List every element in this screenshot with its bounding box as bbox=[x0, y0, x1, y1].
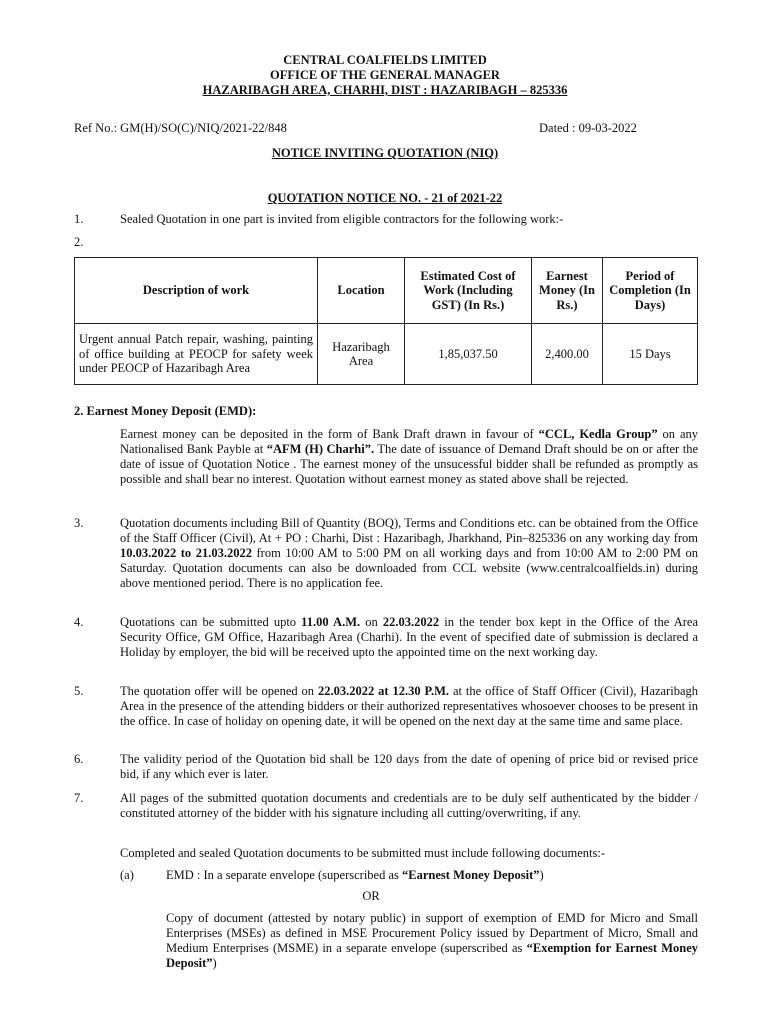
item-7-text: All pages of the submitted quotation documents and credentials are to be duly self authenticated by the bidder / constituted attorney of the bidder with his signature including all cutting/overwriting, if any. bbox=[120, 791, 698, 820]
col-header-estimated-cost: Estimated Cost of Work (Including GST) (In Rs.) bbox=[405, 258, 532, 324]
item-3-text bbox=[120, 516, 698, 591]
item-3-dates: 10.03.2022 to 21.03.2022 bbox=[120, 546, 252, 560]
item-4-date: 22.03.2022 bbox=[382, 615, 440, 629]
exemption-text bbox=[166, 911, 698, 971]
emd-heading: 2. Earnest Money Deposit (EMD): bbox=[74, 404, 257, 418]
ref-number: Ref No.: GM(H)/SO(C)/NIQ/2021-22/848 bbox=[74, 121, 287, 135]
item-1-number: 1. bbox=[74, 212, 84, 226]
ref-date: Dated : 09-03-2022 bbox=[539, 121, 637, 135]
item-2-number: 2. bbox=[74, 235, 84, 249]
work-table bbox=[74, 257, 698, 385]
item-4-text-e: in the tender box kept in the Office of the Area Security Office, GM Office, Hazaribagh Area (Charhi). In the event of specified date of submission is declared a Holiday by employer, the bid will be received upto the appointed time on the next working day. bbox=[120, 615, 699, 659]
item-3-number: 3. bbox=[74, 516, 84, 530]
documents-intro: Completed and sealed Quotation documents to be submitted must include following documents:- bbox=[120, 846, 605, 860]
item-4-text bbox=[120, 615, 698, 660]
item-a-text bbox=[166, 868, 544, 883]
item-6-number: 6. bbox=[74, 752, 84, 766]
item-5-opening: 22.03.2022 at 12.30 P.M. bbox=[317, 684, 450, 698]
emd-payee: “CCL, Kedla Group” bbox=[538, 427, 658, 441]
emd-envelope-label: “Earnest Money Deposit” bbox=[402, 868, 540, 882]
emd-envelope-end: ) bbox=[539, 868, 544, 882]
or-separator: OR bbox=[362, 889, 380, 903]
item-4-number: 4. bbox=[74, 615, 84, 629]
item-3-text-c: from 10:00 AM to 5:00 PM on all working days and from 10:00 AM to 2:00 PM on Saturday. Quotation documents can also be downloaded from CCL website (www.centralcoalfields.in) during above mentioned period. There is no application fee. bbox=[120, 546, 698, 590]
item-a-label: (a) bbox=[120, 868, 134, 882]
cell-estimated-cost: 1,85,037.50 bbox=[405, 324, 532, 385]
item-5-text bbox=[120, 684, 698, 729]
emd-text-2: on any Nationalised Bank Payble at bbox=[120, 427, 698, 456]
item-5-text-c: at the office of Staff Officer (Civil), Hazaribagh Area in the presence of the attending bidders or their authorized representatives whosoever chooses to be present in the office. In case of holiday on opening date, it will be opened on the next day at the same time and same place. bbox=[120, 684, 698, 728]
col-header-period: Period of Completion (In Days) bbox=[603, 258, 698, 324]
cell-period: 15 Days bbox=[603, 324, 698, 385]
cell-description: Urgent annual Patch repair, washing, painting of office building at PEOCP for safety week under PEOCP of Hazaribagh Area bbox=[75, 324, 318, 385]
notice-title: NOTICE INVITING QUOTATION (NIQ) bbox=[271, 146, 499, 160]
item-5-text-a: The quotation offer will be opened on bbox=[120, 684, 318, 698]
emd-envelope-text: EMD : In a separate envelope (superscribed as bbox=[166, 868, 403, 882]
item-1-text: Sealed Quotation in one part is invited from eligible contractors for the following work:- bbox=[120, 212, 564, 226]
quotation-notice-number: QUOTATION NOTICE NO. - 21 of 2021-22 bbox=[267, 191, 503, 205]
emd-paragraph bbox=[120, 427, 698, 487]
emd-text-1: Earnest money can be deposited in the form of Bank Draft drawn in favour of bbox=[120, 427, 539, 441]
emd-text-3: The date of issuance of Demand Draft should be on or after the date of issue of Quotation Notice . The earnest money of the unsucessful bidder shall be refunded as promptly as possible and shall bear no interest. Quotation without earnest money as stated above shall be rejected. bbox=[120, 442, 699, 486]
col-header-location: Location bbox=[318, 258, 405, 324]
table-row bbox=[75, 324, 698, 385]
col-header-description: Description of work bbox=[75, 258, 318, 324]
item-4-text-c: on bbox=[360, 615, 383, 629]
col-header-earnest-money: Earnest Money (In Rs.) bbox=[532, 258, 603, 324]
cell-earnest-money: 2,400.00 bbox=[532, 324, 603, 385]
item-6-text: The validity period of the Quotation bid shall be 120 days from the date of opening of price bid or revised price bid, if any which ever is later. bbox=[120, 752, 698, 781]
office-address: HAZARIBAGH AREA, CHARHI, DIST : HAZARIBAGH – 825336 bbox=[202, 83, 568, 97]
exemption-label: “Exemption for Earnest Money Deposit” bbox=[166, 941, 698, 970]
emd-payable-at: “AFM (H) Charhi”. bbox=[266, 442, 375, 456]
exemption-text-body: Copy of document (attested by notary public) in support of exemption of EMD for Micro and Small Enterprises (MSEs) as defined in MSE Procurement Policy issued by Department of Micro, Small and Medium Enterprises (MSME) in a separate envelope (superscribed as bbox=[166, 911, 698, 955]
item-4-text-a: Quotations can be submitted upto bbox=[120, 615, 302, 629]
cell-location: Hazaribagh Area bbox=[318, 324, 405, 385]
item-3-text-a: Quotation documents including Bill of Quantity (BOQ), Terms and Conditions etc. can be obtained from the Office of the Staff Officer (Civil), At + PO : Charhi, Dist : Hazaribagh, Jharkhand, Pin–825336 on any working day from bbox=[120, 516, 698, 545]
company-name: CENTRAL COALFIELDS LIMITED bbox=[283, 53, 487, 67]
exemption-end: ) bbox=[212, 956, 217, 970]
item-7-number: 7. bbox=[74, 791, 84, 805]
item-4-time: 11.00 A.M. bbox=[301, 615, 361, 629]
item-5-number: 5. bbox=[74, 684, 84, 698]
office-name: OFFICE OF THE GENERAL MANAGER bbox=[270, 68, 500, 82]
